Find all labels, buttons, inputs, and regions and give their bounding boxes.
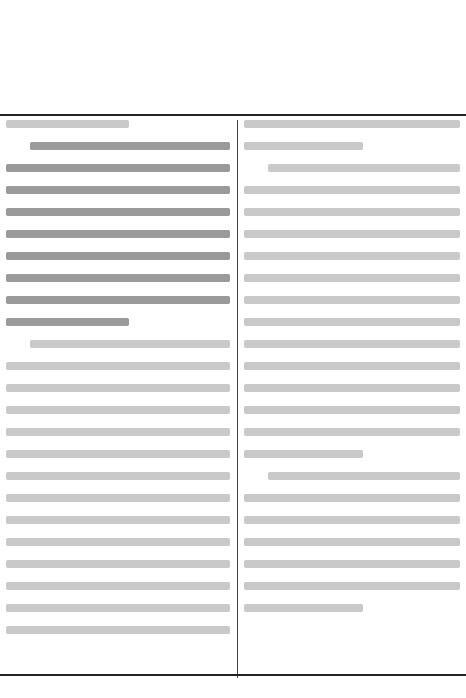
text-placeholder-line (6, 318, 129, 326)
text-placeholder-line (30, 340, 230, 348)
text-placeholder-line (244, 120, 460, 128)
text-placeholder-line (244, 318, 460, 326)
column-divider (237, 120, 238, 678)
text-placeholder-line (244, 384, 460, 392)
bottom-rule (0, 674, 466, 676)
text-placeholder-line (244, 252, 460, 260)
text-placeholder-line (244, 494, 460, 502)
text-placeholder-line (6, 428, 230, 436)
text-placeholder-line (6, 274, 230, 282)
text-placeholder-line (6, 472, 230, 480)
text-placeholder-line (244, 406, 460, 414)
text-placeholder-line (244, 142, 363, 150)
article-column-right (244, 120, 460, 678)
text-placeholder-line (6, 120, 129, 128)
headline-line-2 (8, 56, 458, 108)
text-placeholder-line (6, 450, 230, 458)
text-placeholder-line (244, 582, 460, 590)
text-placeholder-line (6, 362, 230, 370)
headline-rule (0, 114, 466, 116)
text-placeholder-line (6, 406, 230, 414)
text-placeholder-line (268, 472, 460, 480)
text-placeholder-line (30, 142, 230, 150)
text-placeholder-line (244, 296, 460, 304)
text-placeholder-line (268, 164, 460, 172)
headline-line-1 (8, 4, 458, 56)
text-placeholder-line (6, 252, 230, 260)
article-column-left (6, 120, 230, 678)
text-placeholder-line (6, 626, 230, 634)
text-placeholder-line (6, 494, 230, 502)
text-placeholder-line (6, 296, 230, 304)
text-placeholder-line (244, 230, 460, 238)
text-placeholder-line (244, 538, 460, 546)
text-placeholder-line (244, 428, 460, 436)
text-placeholder-line (244, 516, 460, 524)
text-placeholder-line (244, 208, 460, 216)
text-placeholder-line (6, 230, 230, 238)
text-placeholder-line (6, 516, 230, 524)
text-placeholder-line (6, 186, 230, 194)
text-placeholder-line (6, 538, 230, 546)
text-placeholder-line (6, 164, 230, 172)
text-placeholder-line (244, 560, 460, 568)
text-placeholder-line (244, 450, 363, 458)
text-placeholder-line (6, 604, 230, 612)
text-placeholder-line (6, 560, 230, 568)
text-placeholder-line (6, 208, 230, 216)
text-placeholder-line (244, 186, 460, 194)
text-placeholder-line (244, 362, 460, 370)
text-placeholder-line (6, 582, 230, 590)
text-placeholder-line (244, 274, 460, 282)
headline-placeholder (8, 4, 458, 112)
text-placeholder-line (244, 604, 363, 612)
text-placeholder-line (244, 340, 460, 348)
text-placeholder-line (6, 384, 230, 392)
